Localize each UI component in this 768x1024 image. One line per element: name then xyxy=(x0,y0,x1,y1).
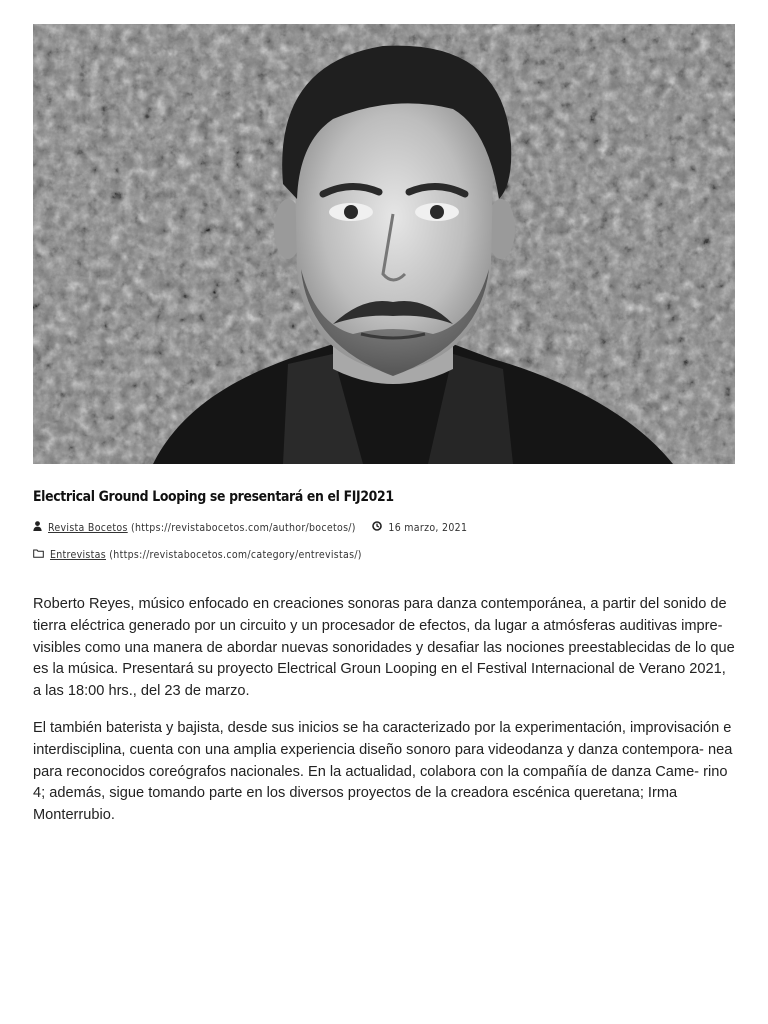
article-featured-image xyxy=(33,24,735,464)
author-url[interactable]: (https://revistabocetos.com/author/bocetos/) xyxy=(131,522,356,534)
publish-date: 16 marzo, 2021 xyxy=(388,522,468,534)
clock-icon xyxy=(372,520,382,536)
portrait-photo xyxy=(33,24,735,464)
author-link[interactable]: Revista Bocetos xyxy=(48,522,128,534)
article-title[interactable]: Electrical Ground Looping se presentará en el FIJ2021 xyxy=(33,489,394,505)
article-body xyxy=(33,594,737,842)
article-category xyxy=(33,547,733,563)
article-paragraph-1: Roberto Reyes, músico enfocado en creaciones sonoras para danza contemporánea, a partir del sonido de tierra eléctrica generado por un circuito y un procesador de efectos, da lugar a atmósferas auditivas impre- visibles como una manera de abordar nuevas sonoridades y desafiar las nociones preestablecidas de lo que es la música. Presentará su proyecto Electrical Groun Looping en el Festival Internacional de Verano 2021, a las 18:00 hrs., del 23 de marzo. xyxy=(33,596,735,700)
category-url[interactable]: (https://revistabocetos.com/category/entrevistas/) xyxy=(109,549,362,561)
article-meta xyxy=(33,520,733,536)
folder-icon xyxy=(33,547,44,563)
user-icon xyxy=(33,520,42,536)
article-paragraph-2: El también baterista y bajista, desde sus inicios se ha caracterizado por la experimentación, improvisación e interdisciplina, cuenta con una amplia experiencia diseño sonoro para videodanza y danza contempora- nea para reconocidos coreógrafos nacionales. En la actualidad, colabora con la compañía de danza Came- rino 4; además, sigue tomando parte en los diversos proyectos de la creadora escénica queretana; Irma Monterrubio. xyxy=(33,719,733,824)
category-link[interactable]: Entrevistas xyxy=(50,549,106,561)
